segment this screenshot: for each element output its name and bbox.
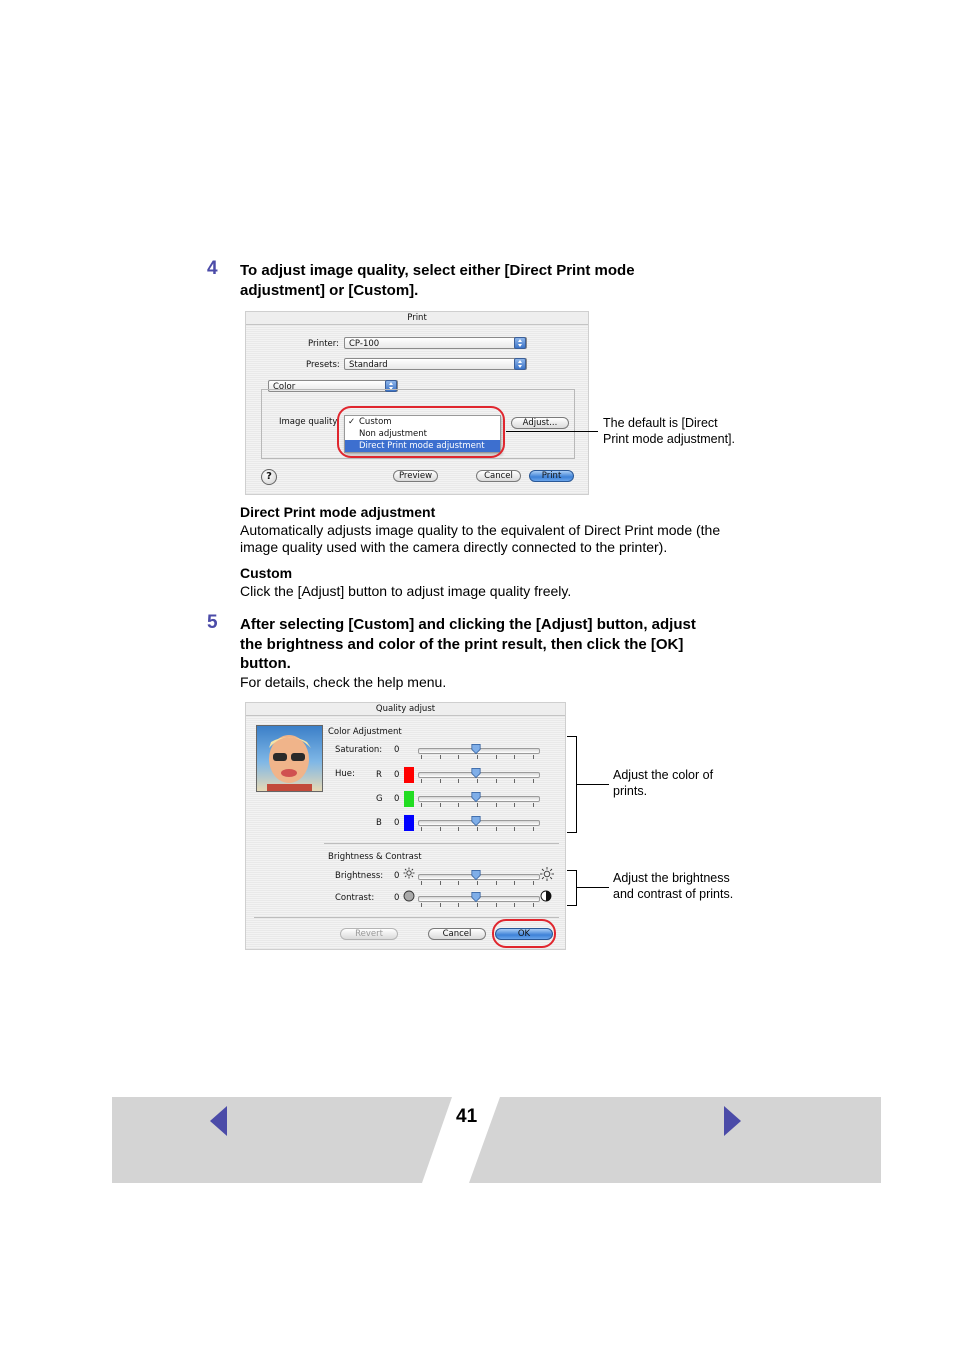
slider-tick — [514, 803, 515, 807]
slider-tick — [496, 903, 497, 907]
slider-tick — [514, 827, 515, 831]
bracket2-bottom — [567, 905, 576, 906]
slider-tick — [458, 827, 459, 831]
print-dialog-title: Print — [246, 312, 588, 325]
bracket2-top — [567, 870, 576, 871]
slider-thumb-icon[interactable] — [471, 815, 481, 827]
footer-divider — [254, 917, 559, 918]
quality-cancel-button[interactable]: Cancel — [428, 928, 486, 940]
slider-tick — [496, 881, 497, 885]
callout-color — [613, 767, 713, 799]
slider-tick — [496, 779, 497, 783]
quality-dialog-title: Quality adjust — [246, 703, 565, 716]
step-4-heading-line2: adjustment] or [Custom]. — [240, 281, 419, 299]
section-divider — [324, 843, 559, 844]
presets-label: Presets: — [306, 360, 340, 370]
checkmark-icon: ✓ — [348, 417, 356, 427]
step-5-note: For details, check the help menu. — [240, 674, 447, 690]
revert-button[interactable]: Revert — [340, 928, 398, 940]
print-dialog — [245, 311, 589, 495]
step-4-heading-line1: To adjust image quality, select either [Direct Print mode — [240, 262, 635, 279]
step-4-number: 4 — [207, 258, 218, 279]
slider-tick — [477, 779, 478, 783]
slider-tick — [533, 779, 534, 783]
slider-tick — [458, 803, 459, 807]
slider-tick — [514, 779, 515, 783]
custom-heading: Custom — [240, 565, 293, 581]
slider-thumb-icon[interactable] — [471, 743, 481, 755]
hue-g-value: 0 — [394, 794, 400, 804]
step-4-heading — [240, 261, 635, 300]
slider-tick — [477, 803, 478, 807]
slider-tick — [440, 903, 441, 907]
slider-tick — [458, 755, 459, 759]
callout-color-line1: Adjust the color of — [613, 768, 714, 782]
contrast-value: 0 — [394, 893, 400, 903]
slider-tick — [458, 881, 459, 885]
slider-tick — [514, 755, 515, 759]
callout-default-line2: Print mode adjustment]. — [603, 432, 736, 446]
brightness-contrast-label: Brightness & Contrast — [328, 852, 422, 862]
printer-value: CP-100 — [349, 339, 380, 349]
contrast-low-icon — [403, 890, 415, 902]
custom-desc: Click the [Adjust] button to adjust image quality freely. — [240, 583, 572, 599]
panel-value: Color — [273, 382, 296, 392]
saturation-label: Saturation: — [335, 745, 383, 755]
cancel-button[interactable]: Cancel — [476, 470, 521, 482]
prev-band[interactable] — [112, 1097, 452, 1183]
saturation-value: 0 — [394, 745, 400, 755]
step-5-heading-line1: After selecting [Custom] and clicking the [Adjust] button, adjust — [240, 616, 696, 633]
callout-brightness-line2: and contrast of prints. — [613, 887, 734, 901]
hue-r-value: 0 — [394, 770, 400, 780]
direct-print-desc-line1: Automatically adjusts image quality to the equivalent of Direct Print mode (the — [240, 522, 721, 538]
menu-item-non-adjustment-label: Non adjustment — [359, 429, 427, 439]
slider-tick — [477, 903, 478, 907]
slider-tick — [440, 827, 441, 831]
slider-tick — [421, 779, 422, 783]
slider-tick — [477, 881, 478, 885]
slider-tick — [496, 755, 497, 759]
help-button[interactable]: ? — [261, 469, 277, 485]
preview-button[interactable]: Preview — [393, 470, 438, 482]
slider-tick — [514, 881, 515, 885]
contrast-high-icon — [540, 890, 552, 902]
slider-tick — [496, 803, 497, 807]
printer-popup[interactable] — [344, 337, 527, 349]
menu-item-custom-label: Custom — [359, 417, 392, 427]
ok-button[interactable]: OK — [495, 928, 553, 940]
bracket2-vertical — [576, 870, 577, 906]
hue-b-value: 0 — [394, 818, 400, 828]
slider-tick — [421, 881, 422, 885]
adjust-button[interactable]: Adjust... — [511, 417, 569, 429]
callout-default — [603, 415, 735, 447]
slider-tick — [533, 803, 534, 807]
slider-thumb-icon[interactable] — [471, 869, 481, 881]
child-portrait-icon — [257, 726, 322, 791]
presets-value: Standard — [349, 360, 388, 370]
bracket2-leader — [577, 887, 609, 888]
slider-tick — [440, 779, 441, 783]
slider-tick — [477, 827, 478, 831]
step-5-number: 5 — [207, 612, 218, 633]
slider-tick — [440, 881, 441, 885]
hue-b-label: B — [376, 818, 382, 828]
callout-leader-line — [506, 431, 598, 432]
quality-adjust-dialog — [245, 702, 566, 950]
color-adjustment-label: Color Adjustment — [328, 727, 402, 737]
bracket-leader — [577, 784, 609, 785]
callout-color-line2: prints. — [613, 784, 648, 798]
direct-print-desc-line2: image quality used with the camera directly connected to the printer). — [240, 539, 668, 555]
slider-tick — [421, 755, 422, 759]
print-button[interactable]: Print — [529, 470, 574, 482]
slider-tick — [458, 903, 459, 907]
slider-tick — [458, 779, 459, 783]
direct-print-desc — [240, 522, 720, 556]
callout-brightness — [613, 870, 733, 902]
hue-r-label: R — [376, 770, 382, 780]
slider-thumb-icon[interactable] — [471, 767, 481, 779]
step-5-heading-line3: button. — [240, 655, 291, 672]
image-quality-label: Image quality: — [279, 417, 340, 427]
green-swatch — [404, 791, 414, 807]
slider-tick — [421, 827, 422, 831]
callout-default-line1: The default is [Direct — [603, 416, 718, 430]
hue-g-label: G — [376, 794, 383, 804]
callout-brightness-line1: Adjust the brightness — [613, 871, 730, 885]
slider-tick — [514, 903, 515, 907]
slider-tick — [477, 755, 478, 759]
slider-tick — [533, 903, 534, 907]
sun-dim-icon — [403, 867, 415, 879]
slider-thumb-icon[interactable] — [471, 791, 481, 803]
brightness-label: Brightness: — [335, 871, 384, 881]
printer-label: Printer: — [308, 339, 339, 349]
menu-item-direct-print-label: Direct Print mode adjustment — [359, 441, 485, 451]
sun-bright-icon — [540, 867, 554, 881]
brightness-value: 0 — [394, 871, 400, 881]
presets-popup[interactable] — [344, 358, 527, 370]
slider-tick — [440, 755, 441, 759]
step-5-heading-line2: the brightness and color of the print result, then click the [OK] — [240, 635, 684, 653]
ok-highlight-ring — [492, 919, 556, 948]
bracket-top — [567, 736, 576, 737]
slider-tick — [421, 803, 422, 807]
direct-print-heading: Direct Print mode adjustment — [240, 504, 436, 520]
red-swatch — [404, 767, 414, 783]
popup-arrows-icon — [514, 358, 526, 370]
hue-label: Hue: — [335, 769, 355, 779]
slider-thumb-icon[interactable] — [471, 891, 481, 903]
slider-tick — [496, 827, 497, 831]
highlight-ring — [337, 406, 505, 458]
slider-tick — [533, 827, 534, 831]
contrast-label: Contrast: — [335, 893, 375, 903]
bracket-bottom — [567, 832, 576, 833]
step-5-heading — [240, 615, 696, 674]
triangle-left-icon[interactable] — [210, 1106, 228, 1136]
slider-tick — [533, 881, 534, 885]
slider-tick — [421, 903, 422, 907]
popup-arrows-icon — [514, 337, 526, 349]
slider-tick — [533, 755, 534, 759]
next-band[interactable] — [469, 1097, 881, 1183]
slider-tick — [440, 803, 441, 807]
preview-photo — [256, 725, 323, 792]
page-number: 41 — [456, 1106, 478, 1127]
triangle-right-icon[interactable] — [724, 1106, 742, 1136]
blue-swatch — [404, 815, 414, 831]
